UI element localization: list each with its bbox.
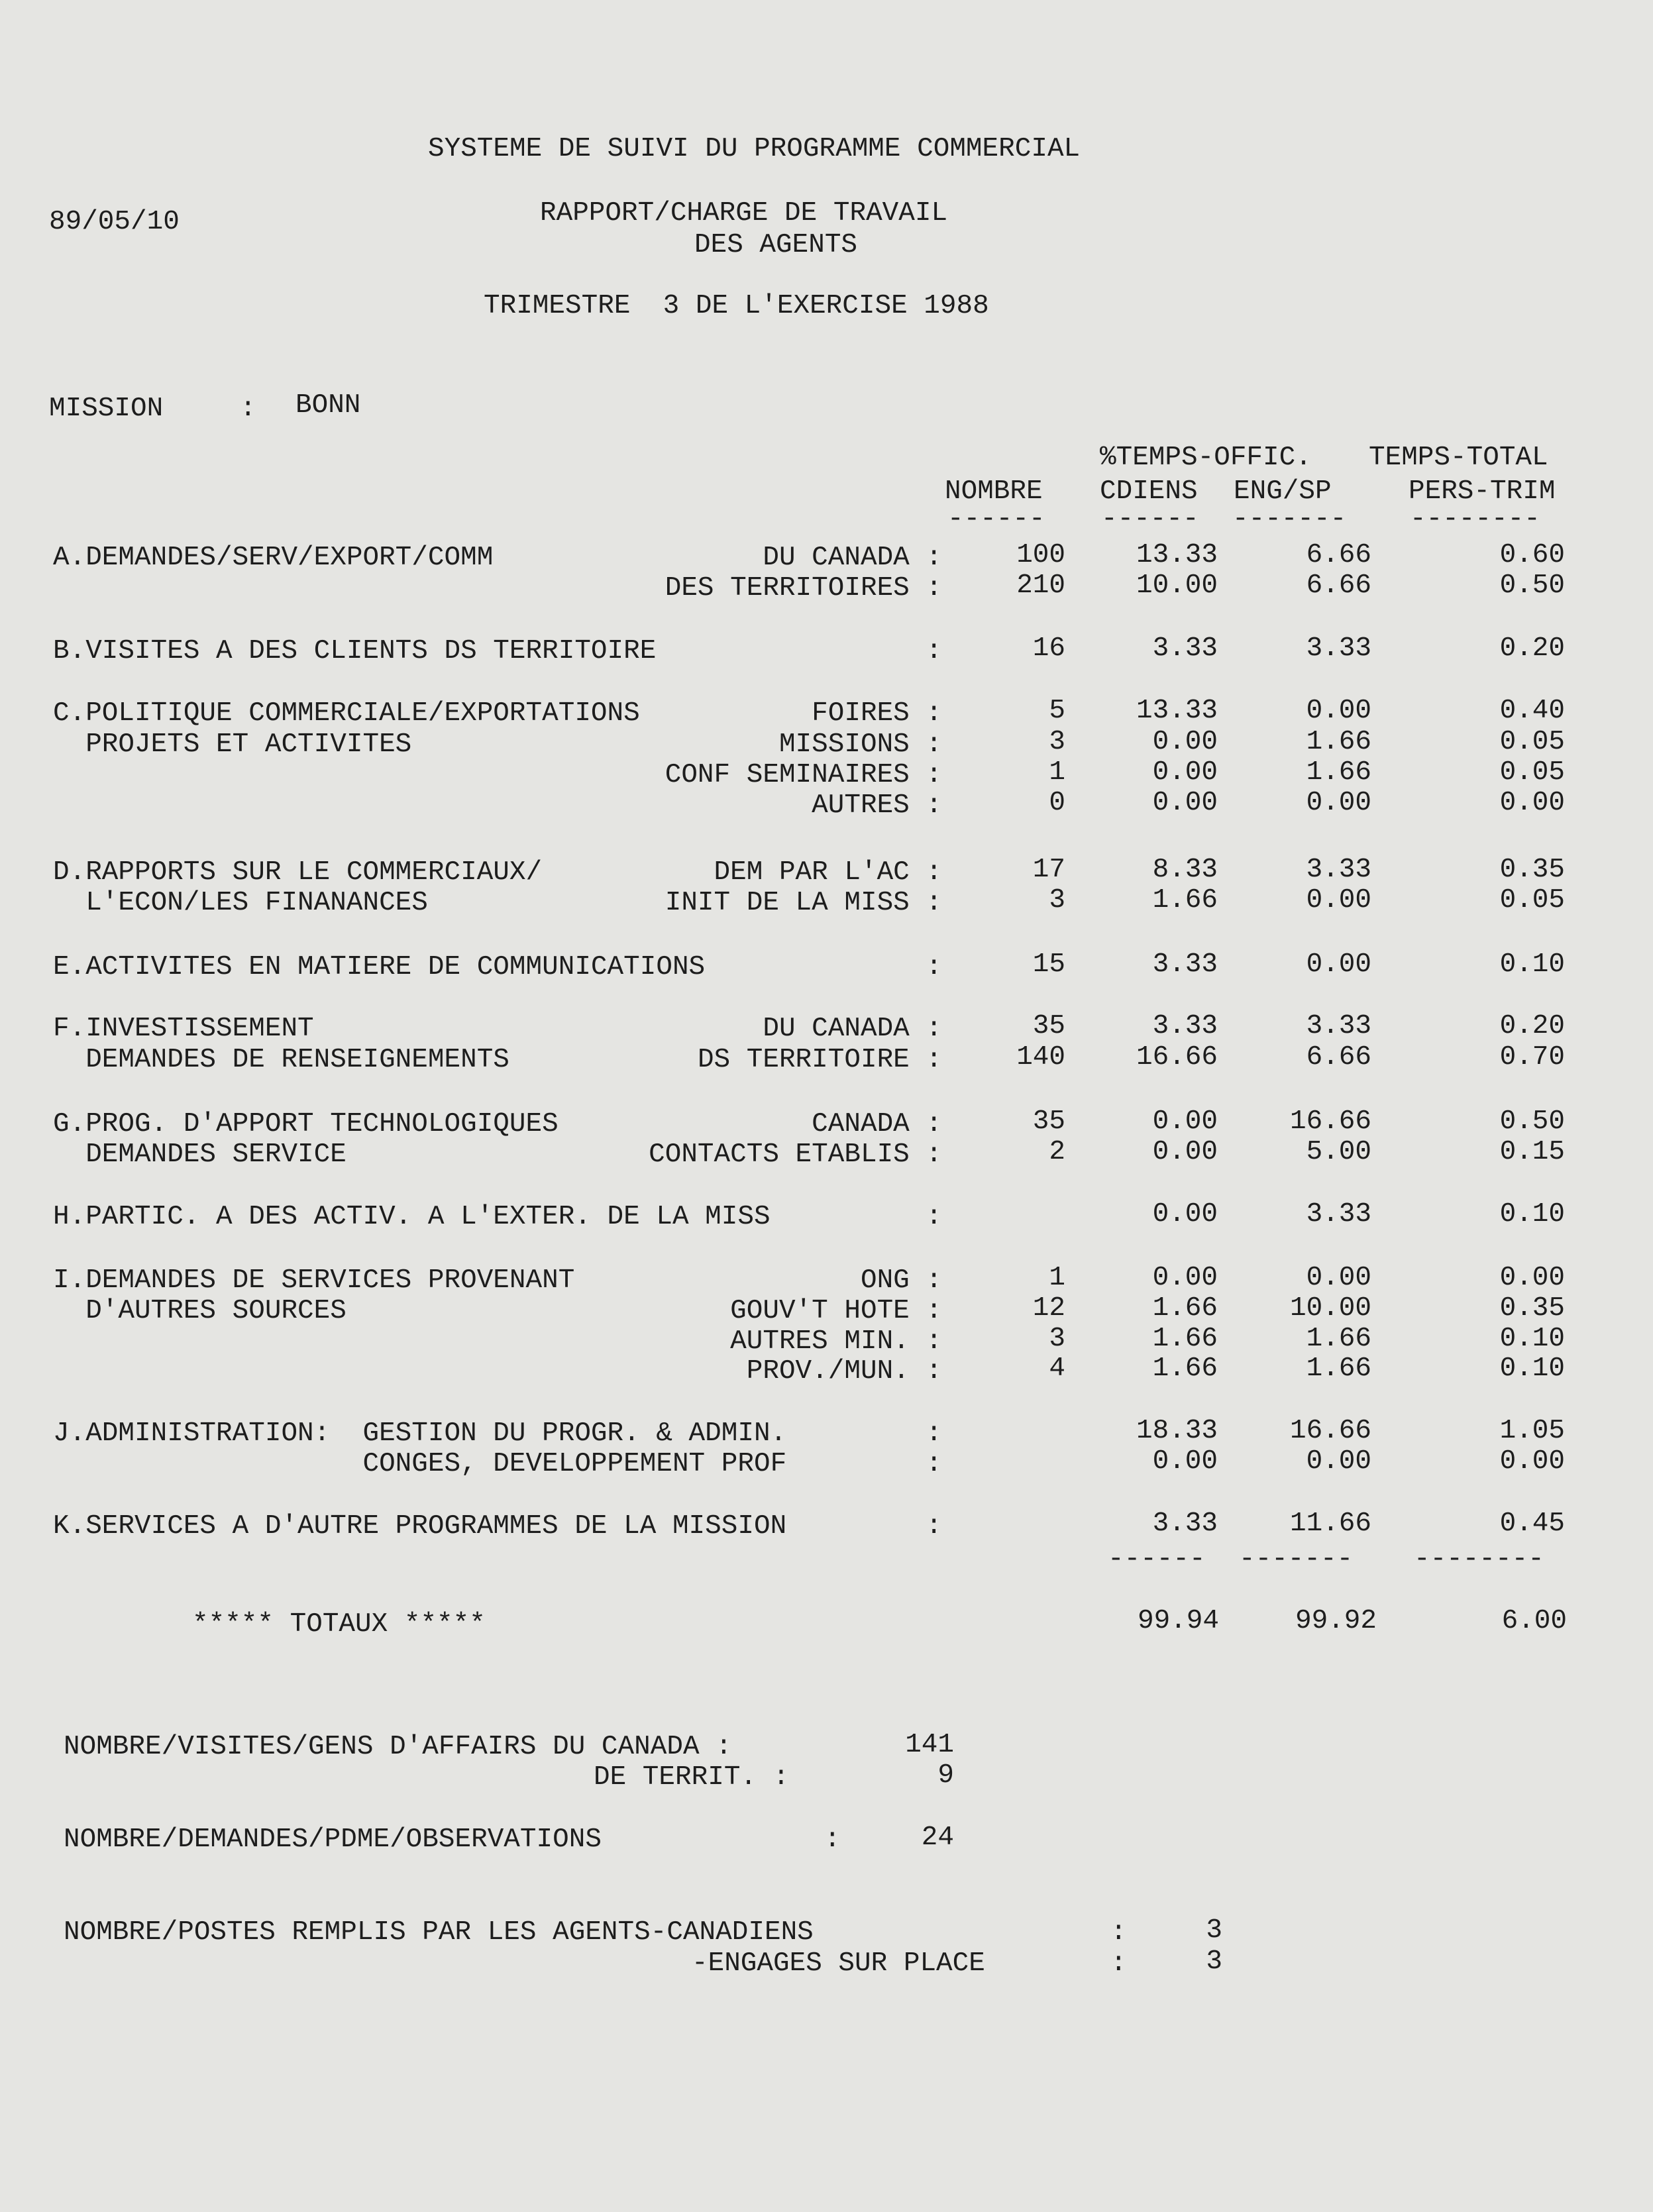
cell-cdiens: 0.00 [1152,1263,1218,1293]
row-label: E.ACTIVITES EN MATIERE DE COMMUNICATIONS [53,952,706,982]
cell-perstrim: 0.10 [1499,949,1565,980]
row-sublabel: ONG : [860,1265,942,1296]
cell-engsp: 3.33 [1306,855,1371,885]
cell-engsp: 11.66 [1289,1508,1371,1539]
row-sublabel: : [926,1202,942,1232]
cell-engsp: 6.66 [1306,570,1371,601]
row-sublabel: DEM PAR L'AC : [714,857,942,888]
cell-perstrim: 0.20 [1499,633,1565,664]
report-title-line1: RAPPORT/CHARGE DE TRAVAIL [540,198,948,229]
row-sublabel: GOUV'T HOTE : [730,1296,942,1326]
col-header-perstrim: PERS-TRIM [1409,476,1556,507]
row-label: I.DEMANDES DE SERVICES PROVENANT [53,1265,575,1296]
row-sublabel: DS TERRITOIRE : [697,1045,942,1075]
cell-perstrim: 0.60 [1499,540,1565,570]
cell-engsp: 1.66 [1306,1324,1371,1354]
cell-cdiens: 3.33 [1152,949,1218,980]
totals-engsp: 99.92 [1295,1606,1377,1636]
row-sublabel: : [926,1511,942,1542]
row-sublabel: CONTACTS ETABLIS : [649,1139,942,1170]
cell-nombre: 15 [1032,949,1065,980]
col-header-total: TEMPS-TOTAL [1369,443,1548,473]
total-underline-cdiens: ------ [1108,1544,1206,1575]
row-sublabel: DES TERRITOIRES : [665,573,942,604]
cell-cdiens: 1.66 [1152,1293,1218,1324]
row-sublabel: MISSIONS : [778,729,942,760]
cell-engsp: 10.00 [1289,1293,1371,1324]
cell-cdiens: 0.00 [1152,727,1218,757]
cell-cdiens: 8.33 [1152,855,1218,885]
totals-cdiens: 99.94 [1137,1606,1219,1636]
cell-cdiens: 0.00 [1152,1106,1218,1137]
report-title-line2: DES AGENTS [694,230,858,260]
cell-perstrim: 0.50 [1499,570,1565,601]
cell-engsp: 16.66 [1289,1106,1371,1137]
cell-perstrim: 0.05 [1499,757,1565,788]
row-sublabel: AUTRES MIN. : [730,1326,942,1357]
row-label: K.SERVICES A D'AUTRE PROGRAMMES DE LA MISSION [53,1511,787,1542]
cell-nombre: 0 [1049,788,1065,818]
row-label: PROJETS ET ACTIVITES [53,729,412,760]
total-underline-perstrim: -------- [1414,1544,1544,1575]
cell-engsp: 5.00 [1306,1137,1371,1167]
col-header-nombre: NOMBRE [945,476,1043,507]
col-underline-engsp: ------- [1232,504,1347,535]
cell-perstrim: 0.00 [1499,1446,1565,1477]
col-underline-nombre: ------ [947,504,1045,535]
cell-engsp: 0.00 [1306,885,1371,916]
cell-perstrim: 1.05 [1499,1416,1565,1446]
cell-cdiens: 0.00 [1152,1137,1218,1167]
cell-nombre: 3 [1049,1324,1065,1354]
cell-cdiens: 0.00 [1152,1199,1218,1230]
cell-perstrim: 0.05 [1499,727,1565,757]
mission-label: MISSION [49,394,164,424]
cell-engsp: 0.00 [1306,696,1371,726]
row-label: B.VISITES A DES CLIENTS DS TERRITOIRE [53,636,657,666]
demandes-value: 24 [921,1822,954,1853]
cell-nombre: 16 [1032,633,1065,664]
row-sublabel: PROV./MUN. : [746,1356,942,1387]
cell-engsp: 1.66 [1306,727,1371,757]
cell-engsp: 0.00 [1306,788,1371,818]
row-sublabel: DU CANADA : [763,1014,942,1044]
visits-territ-value: 9 [937,1760,954,1791]
col-underline-cdiens: ------ [1101,504,1199,535]
system-title: SYSTEME DE SUIVI DU PROGRAMME COMMERCIAL [428,134,1081,164]
row-label: J.ADMINISTRATION: GESTION DU PROGR. & ADMIN. [53,1418,787,1449]
cell-nombre: 210 [1016,570,1065,601]
row-sublabel: AUTRES : [812,790,942,821]
cell-cdiens: 18.33 [1136,1416,1218,1446]
cell-nombre: 2 [1049,1137,1065,1167]
cell-cdiens: 3.33 [1152,1011,1218,1041]
cell-nombre: 3 [1049,885,1065,916]
totals-label: ***** TOTAUX ***** [192,1609,486,1640]
row-sublabel: : [926,636,942,666]
cell-cdiens: 1.66 [1152,885,1218,916]
cell-nombre: 1 [1049,1263,1065,1293]
cell-perstrim: 0.70 [1499,1042,1565,1073]
col-header-pct: %TEMPS-OFFIC. [1100,443,1312,473]
visits-canada-value: 141 [905,1730,954,1760]
row-sublabel: CONF SEMINAIRES : [665,760,942,790]
engages-value: 3 [1206,1946,1222,1977]
demandes-sep: : [824,1824,841,1855]
row-label: F.INVESTISSEMENT [53,1014,314,1044]
cell-perstrim: 0.50 [1499,1106,1565,1137]
row-label: A.DEMANDES/SERV/EXPORT/COMM [53,543,494,573]
row-sublabel: CANADA : [812,1109,942,1139]
cell-engsp: 1.66 [1306,757,1371,788]
cell-nombre: 5 [1049,696,1065,726]
row-label: DEMANDES SERVICE [53,1139,347,1170]
cell-cdiens: 13.33 [1136,696,1218,726]
col-header-cdiens: CDIENS [1100,476,1198,507]
cell-nombre: 1 [1049,757,1065,788]
cell-nombre: 12 [1032,1293,1065,1324]
cell-cdiens: 0.00 [1152,1446,1218,1477]
postes-label: NOMBRE/POSTES REMPLIS PAR LES AGENTS-CANADIENS [64,1917,814,1948]
cell-perstrim: 0.10 [1499,1199,1565,1230]
mission-value: BONN [295,390,361,421]
cell-engsp: 1.66 [1306,1353,1371,1384]
cell-cdiens: 0.00 [1152,757,1218,788]
cell-engsp: 0.00 [1306,949,1371,980]
cell-nombre: 35 [1032,1011,1065,1041]
cell-perstrim: 0.35 [1499,1293,1565,1324]
cell-cdiens: 13.33 [1136,540,1218,570]
cell-cdiens: 0.00 [1152,788,1218,818]
cell-perstrim: 0.10 [1499,1353,1565,1384]
row-sublabel: : [926,1449,942,1479]
cell-perstrim: 0.20 [1499,1011,1565,1041]
report-date: 89/05/10 [49,207,180,237]
row-sublabel: : [926,952,942,982]
cell-cdiens: 1.66 [1152,1353,1218,1384]
cell-nombre: 35 [1032,1106,1065,1137]
cell-engsp: 0.00 [1306,1446,1371,1477]
cell-engsp: 16.66 [1289,1416,1371,1446]
cell-cdiens: 16.66 [1136,1042,1218,1073]
visits-territ-label: DE TERRIT. : [594,1762,790,1793]
cell-perstrim: 0.05 [1499,885,1565,916]
demandes-label: NOMBRE/DEMANDES/PDME/OBSERVATIONS [64,1824,602,1855]
cell-engsp: 6.66 [1306,540,1371,570]
cell-engsp: 3.33 [1306,1199,1371,1230]
row-label: L'ECON/LES FINANANCES [53,888,428,918]
col-underline-perstrim: -------- [1410,504,1540,535]
quarter-line: TRIMESTRE 3 DE L'EXERCISE 1988 [484,291,989,321]
cell-perstrim: 0.15 [1499,1137,1565,1167]
cell-perstrim: 0.10 [1499,1324,1565,1354]
col-header-engsp: ENG/SP [1234,476,1332,507]
cell-perstrim: 0.00 [1499,788,1565,818]
postes-value: 3 [1206,1915,1222,1946]
row-label: C.POLITIQUE COMMERCIALE/EXPORTATIONS [53,698,640,729]
row-label: D.RAPPORTS SUR LE COMMERCIAUX/ [53,857,543,888]
cell-engsp: 6.66 [1306,1042,1371,1073]
cell-nombre: 140 [1016,1042,1065,1073]
cell-engsp: 3.33 [1306,1011,1371,1041]
row-label: CONGES, DEVELOPPEMENT PROF [53,1449,787,1479]
cell-nombre: 3 [1049,727,1065,757]
cell-engsp: 0.00 [1306,1263,1371,1293]
row-sublabel: INIT DE LA MISS : [665,888,942,918]
cell-nombre: 17 [1032,855,1065,885]
cell-nombre: 4 [1049,1353,1065,1384]
cell-engsp: 3.33 [1306,633,1371,664]
row-label: DEMANDES DE RENSEIGNEMENTS [53,1045,509,1075]
row-sublabel: DU CANADA : [763,543,942,573]
cell-perstrim: 0.40 [1499,696,1565,726]
visits-label: NOMBRE/VISITES/GENS D'AFFAIRS DU CANADA : [64,1732,732,1762]
row-label: H.PARTIC. A DES ACTIV. A L'EXTER. DE LA MISS [53,1202,771,1232]
postes-sep: : [1110,1917,1127,1948]
engages-label: -ENGAGES SUR PLACE [692,1948,985,1979]
cell-cdiens: 3.33 [1152,1508,1218,1539]
engages-sep: : [1110,1948,1127,1979]
totals-perstrim: 6.00 [1501,1606,1567,1636]
row-label: G.PROG. D'APPORT TECHNOLOGIQUES [53,1109,559,1139]
row-sublabel: : [926,1418,942,1449]
cell-cdiens: 10.00 [1136,570,1218,601]
mission-sep: : [240,394,256,424]
row-sublabel: FOIRES : [812,698,942,729]
cell-perstrim: 0.35 [1499,855,1565,885]
cell-perstrim: 0.00 [1499,1263,1565,1293]
cell-nombre: 100 [1016,540,1065,570]
cell-perstrim: 0.45 [1499,1508,1565,1539]
cell-cdiens: 3.33 [1152,633,1218,664]
cell-cdiens: 1.66 [1152,1324,1218,1354]
total-underline-engsp: ------- [1239,1544,1354,1575]
row-label: D'AUTRES SOURCES [53,1296,347,1326]
